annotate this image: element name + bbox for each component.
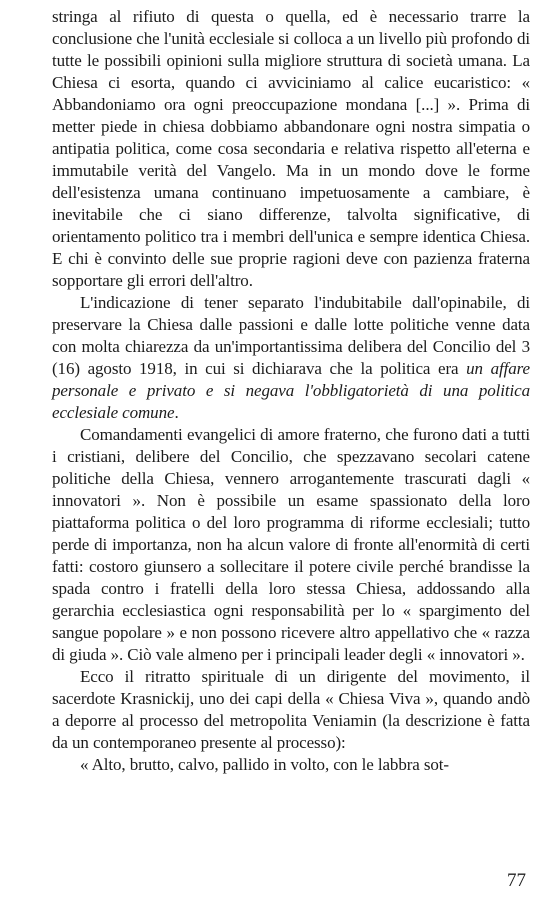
paragraph-5 [52,754,530,776]
paragraph-3 [52,424,530,666]
italic-run: un affare personale e privato e si negava l'obbligatorietà di una politica ecclesiale comune [52,359,530,422]
body-text [52,6,530,776]
text-run: « Alto, brutto, calvo, pallido in volto, con le labbra sot- [80,755,449,774]
page-number: 77 [507,870,526,891]
paragraph-1 [52,6,530,292]
paragraph-2 [52,292,530,424]
text-run: . [174,403,179,422]
text-run: stringa al rifiuto di questa o quella, ed è necessario trarre la conclusione che l'unità ecclesiale si colloca a un livello più profondo di tutte le possibili opinioni sulla migliore struttura di società umana. La Chiesa ci esorta, quando ci avviciniamo al calice eucaristico: « Abbandoniamo ora ogni preoccupazione mondana [...] ». Prima di metter piede in chiesa dobbiamo abbandonare ogni nostra simpatia o antipatia politica, come cosa secondaria e relativa rispetto all'eterna e immutabile verità del Vangelo. Ma in un mondo dove le forme dell'esistenza umana continuano impetuosamente a cambiare, è inevitabile che ci siano differenze, talvolta significative, di orientamento politico tra i membri dell'unica e sempre identica Chiesa. E chi è convinto delle sue proprie ragioni deve con pazienza fraterna sopportare gli errori dell'altro. [52,7,530,290]
text-run: L'indicazione di tener separato l'indubitabile dall'opinabile, di preservare la Chiesa dalle passioni e dalle lotte politiche venne data con molta chiarezza da un'importantissima delibera del Concilio del 3 (16) agosto 1918, in cui si dichiarava che la politica era [52,293,530,378]
paragraph-4 [52,666,530,754]
text-run: Ecco il ritratto spirituale di un dirigente del movimento, il sacerdote Krasnickij, uno dei capi della « Chiesa Viva », quando andò a deporre al processo del metropolita Veniamin (la descrizione è fatta da un contemporaneo presente al processo): [52,667,530,752]
text-run: Comandamenti evangelici di amore fraterno, che furono dati a tutti i cristiani, delibere del Concilio, che spezzavano secolari catene politiche della Chiesa, vennero arrogantemente trascurati dagli « innovatori ». Non è possibile un esame spassionato della loro piattaforma politica o del loro programma di riforme ecclesiali; tutto perde di importanza, non ha alcun valore di fronte all'enormità di certi fatti: costoro giunsero a sollecitare il potere civile perché brandisse la spada contro i fratelli della loro stessa Chiesa, addossando alla gerarchia ecclesiastica ogni responsabilità per lo « spargimento del sangue popolare » e non possono ricevere altro appellativo che « razza di giuda ». Ciò vale almeno per i principali leader degli « innovatori ». [52,425,530,664]
